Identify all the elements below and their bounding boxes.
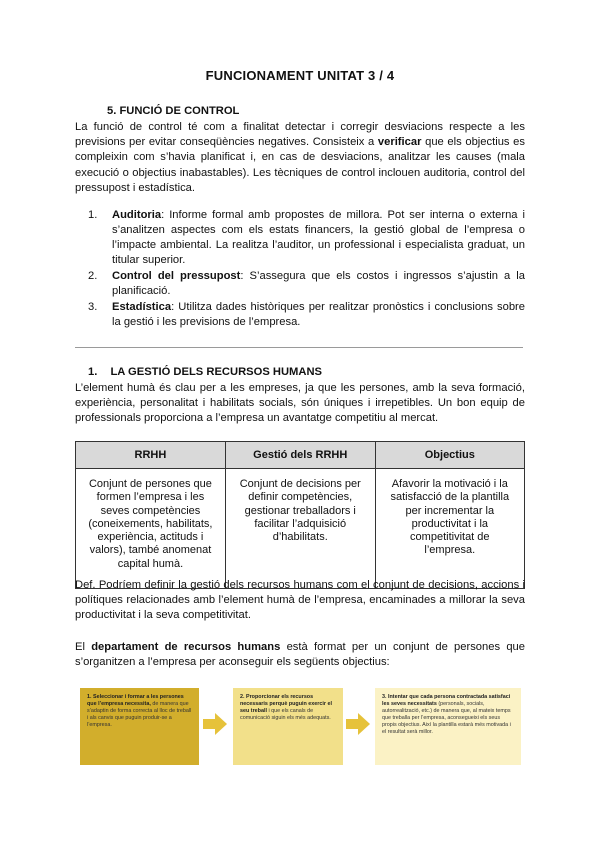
list-item: 3. Estadística: Utilitza dades històriques per realitzar pronòstics i conclusions sobre la gestió i les previsions de l’empresa.	[88, 301, 525, 328]
table-cell: Afavorir la motivació i la satisfacció de la plantilla per incrementar la productivitat i la competitivitat de l’empresa.	[375, 469, 524, 589]
control-techniques-list	[88, 208, 525, 331]
list-item: 2. Control del pressupost: S’assegura que els costos i ingressos s’ajustin a la planificació.	[88, 270, 525, 297]
hr-intro: L’element humà és clau per a les empreses, ja que les persones, amb la seva formació, experiència, personalitat i habilitats socials, són úniques i irrepetibles. Un bon equip de professionals proporciona a l’empresa un avantatge competitiu al mercat.	[75, 382, 525, 425]
table-cell: Conjunt de persones que formen l’empresa i les seves competències (coneixements, habilitats, experiència, actituds i valors), també anomenat capital humà.	[76, 469, 226, 589]
hr-definition: Def. Podríem definir la gestió dels recursos humans com el conjunt de decisions, accions i polítiques relacionades amb l’element humà de l’empresa, encaminades a millorar la seva productivitat i la seva competitivitat.	[75, 579, 525, 622]
list-item: 1. Auditoria: Informe formal amb propostes de millora. Pot ser interna o externa i s’analitzen aspectes com els estats financers, la gestió global de l’empresa o l’impacte ambiental. La realitza l’auditor, un professional i especialista graduat, un titular superior.	[88, 209, 525, 266]
hr-table	[75, 441, 525, 589]
table-row	[76, 469, 525, 589]
page-title: FUNCIONAMENT UNITAT 3 / 4	[205, 68, 395, 83]
flow-box-satisfaction: 3. Intentar que cada persona contractada satisfaci les seves necessitats (personals, socials, autorrealització, etc.) de manera que, al mateix temps que treballa per l’empresa, aconsegueixi els seus propis objectius. Així la plantilla estarà més motivada i el resultat serà millor.	[375, 688, 521, 765]
section-divider	[75, 347, 523, 348]
section-heading-control: 5. FUNCIÓ DE CONTROL	[107, 105, 240, 117]
table-header: Gestió dels RRHH	[225, 442, 375, 469]
control-intro: La funció de control té com a finalitat detectar i corregir desviacions respecte a les previsions per evitar conseqüències negatives. Consisteix a verificar que els objectius es compleixin com s’havia planificat i, en cas de desviacions, analitzar les causes (mala execució o objectius inabastables). Les tècniques de control inclouen auditoria, control del pressupost i estadística.	[75, 121, 525, 194]
verify-term: verificar	[377, 136, 422, 149]
hr-department: El departament de recursos humans està format per un conjunt de persones que s’organitzen a l’empresa per aconseguir els següents objectius:	[75, 641, 525, 669]
table-cell: Conjunt de decisions per definir competències, gestionar treballadors i facilitar l’adquisició d’habilitats.	[225, 469, 375, 589]
flow-box-select-train: 1. Seleccionar i formar a les persones que l’empresa necessita, de manera que s’adaptin de forma correcta al lloc de treball i als canvis que puguin produir-se a l’empresa.	[80, 688, 199, 765]
table-header: RRHH	[76, 442, 226, 469]
section-heading-hr: 1. LA GESTIÓ DELS RECURSOS HUMANS	[88, 366, 322, 378]
flow-box-resources: 2. Proporcionar els recursos necessaris perquè puguin exercir el seu treball i que els canals de comunicació siguin els més adequats.	[233, 688, 343, 765]
table-header: Objectius	[375, 442, 524, 469]
